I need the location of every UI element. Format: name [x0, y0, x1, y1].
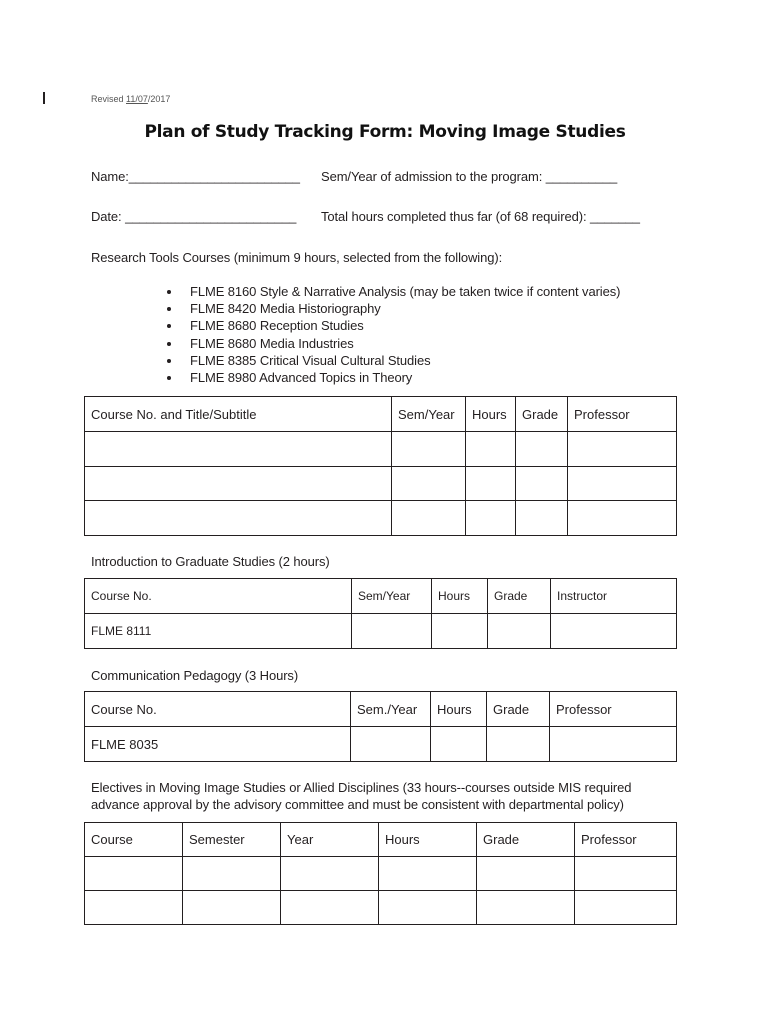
date-field[interactable]: Date: ________________________	[91, 209, 297, 224]
table-header: Grade	[487, 692, 550, 727]
table-row	[85, 501, 677, 536]
electives-heading-line2: advance approval by the advisory committee and must be consistent with departmental policy)	[91, 797, 624, 812]
name-field[interactable]: Name:________________________	[91, 169, 300, 184]
table-row	[85, 891, 677, 925]
table-header: Sem/Year	[352, 579, 432, 614]
grade-cell[interactable]	[516, 501, 568, 536]
hours-cell[interactable]	[432, 614, 488, 649]
list-item: • FLME 8980 Advanced Topics in Theory	[182, 369, 620, 386]
professor-cell[interactable]	[568, 467, 677, 501]
revision-margin-bar	[43, 92, 45, 104]
comm-pedagogy-heading: Communication Pedagogy (3 Hours)	[91, 668, 299, 683]
research-tools-table	[84, 396, 677, 536]
instructor-cell[interactable]	[551, 614, 677, 649]
form-title: Plan of Study Tracking Form: Moving Image Studies	[144, 122, 626, 142]
hours-cell[interactable]	[379, 857, 477, 891]
list-item: • FLME 8680 Reception Studies	[182, 317, 620, 334]
course-cell[interactable]	[85, 857, 183, 891]
semester-cell[interactable]	[183, 891, 281, 925]
professor-cell[interactable]	[550, 727, 677, 762]
table-header: Course No. and Title/Subtitle	[85, 397, 392, 432]
table-header: Grade	[488, 579, 551, 614]
hours-cell[interactable]	[431, 727, 487, 762]
table-header: Year	[281, 823, 379, 857]
course-no-cell: FLME 8111	[85, 614, 352, 649]
table-header: Course	[85, 823, 183, 857]
sem-year-cell[interactable]	[392, 432, 466, 467]
hours-cell[interactable]	[379, 891, 477, 925]
professor-cell[interactable]	[575, 891, 677, 925]
table-header-row	[85, 579, 677, 614]
sem-year-cell[interactable]	[351, 727, 431, 762]
table-header: Hours	[431, 692, 487, 727]
course-cell[interactable]	[85, 501, 392, 536]
grade-cell[interactable]	[487, 727, 550, 762]
sem-year-admission-field[interactable]: Sem/Year of admission to the program: __________	[321, 169, 618, 184]
list-item: • FLME 8385 Critical Visual Cultural Studies	[182, 352, 620, 369]
table-header-row	[85, 823, 677, 857]
table-header: Grade	[516, 397, 568, 432]
grade-cell[interactable]	[477, 857, 575, 891]
table-header-row	[85, 397, 677, 432]
grade-cell[interactable]	[477, 891, 575, 925]
table-header: Hours	[379, 823, 477, 857]
table-header: Course No.	[85, 692, 351, 727]
table-header: Course No.	[85, 579, 352, 614]
course-no-cell: FLME 8035	[85, 727, 351, 762]
table-header: Sem./Year	[351, 692, 431, 727]
table-row	[85, 467, 677, 501]
sem-year-cell[interactable]	[392, 467, 466, 501]
intro-grad-table	[84, 578, 677, 649]
table-header-row	[85, 692, 677, 727]
sem-year-cell[interactable]	[352, 614, 432, 649]
grade-cell[interactable]	[516, 432, 568, 467]
semester-cell[interactable]	[183, 857, 281, 891]
table-row	[85, 614, 677, 649]
table-row	[85, 432, 677, 467]
year-cell[interactable]	[281, 857, 379, 891]
total-hours-field[interactable]: Total hours completed thus far (of 68 required): _______	[321, 209, 640, 224]
table-row	[85, 857, 677, 891]
course-cell[interactable]	[85, 432, 392, 467]
table-header: Grade	[477, 823, 575, 857]
table-header: Hours	[432, 579, 488, 614]
year-cell[interactable]	[281, 891, 379, 925]
list-item: • FLME 8420 Media Historiography	[182, 300, 620, 317]
hours-cell[interactable]	[466, 467, 516, 501]
course-cell[interactable]	[85, 891, 183, 925]
professor-cell[interactable]	[568, 432, 677, 467]
research-tools-list	[160, 283, 620, 386]
table-header: Instructor	[551, 579, 677, 614]
electives-heading-line1: Electives in Moving Image Studies or Allied Disciplines (33 hours--courses outside MIS required	[91, 780, 632, 795]
grade-cell[interactable]	[488, 614, 551, 649]
revised-date: Revised 11/07/2017	[91, 94, 171, 104]
electives-table	[84, 822, 677, 925]
sem-year-cell[interactable]	[392, 501, 466, 536]
table-header: Professor	[568, 397, 677, 432]
list-item: • FLME 8160 Style & Narrative Analysis (may be taken twice if content varies)	[182, 283, 620, 300]
professor-cell[interactable]	[575, 857, 677, 891]
intro-grad-heading: Introduction to Graduate Studies (2 hours)	[91, 554, 330, 569]
table-header: Professor	[575, 823, 677, 857]
table-row	[85, 727, 677, 762]
table-header: Semester	[183, 823, 281, 857]
table-header: Hours	[466, 397, 516, 432]
hours-cell[interactable]	[466, 501, 516, 536]
hours-cell[interactable]	[466, 432, 516, 467]
professor-cell[interactable]	[568, 501, 677, 536]
research-tools-heading: Research Tools Courses (minimum 9 hours, selected from the following):	[91, 250, 503, 265]
list-item: • FLME 8680 Media Industries	[182, 335, 620, 352]
table-header: Sem/Year	[392, 397, 466, 432]
comm-pedagogy-table	[84, 691, 677, 762]
table-header: Professor	[550, 692, 677, 727]
grade-cell[interactable]	[516, 467, 568, 501]
course-cell[interactable]	[85, 467, 392, 501]
